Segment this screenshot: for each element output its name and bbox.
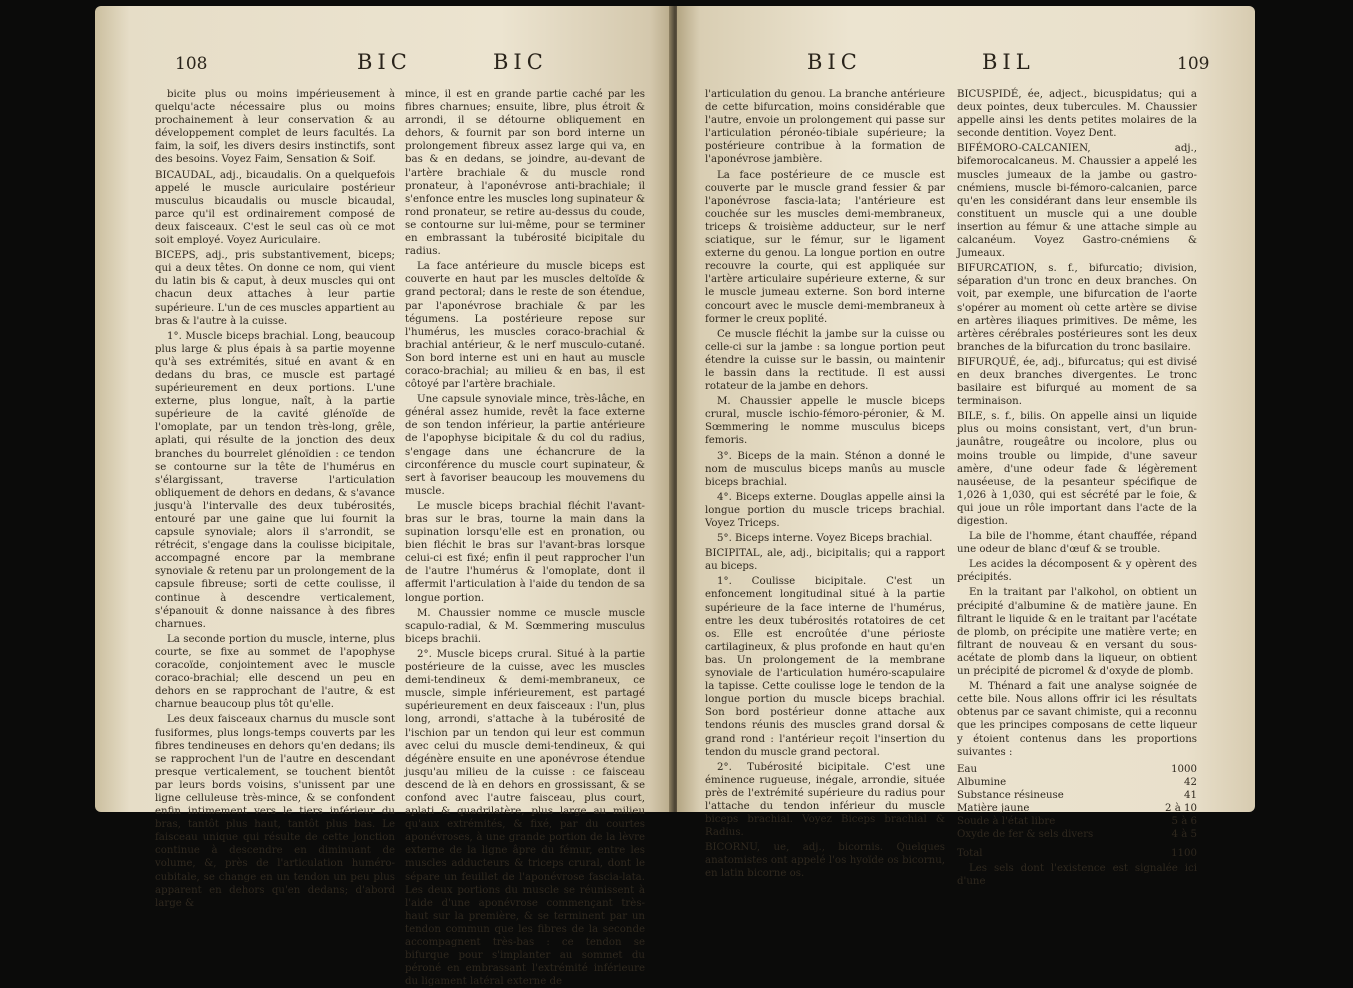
dictionary-entry: BILE, s. f., bilis. On appelle ainsi un liquide plus ou moins consistant, vert, d'un brun-jaunâtre, rougeâtre ou incolore, plus ou moins trouble ou limpide, d'une saveur amère, d'une odeur fade & légèrement nauséeuse, de la pesanteur spécifique de 1,026 à 1,030, qui est sécrété par le foie, & qui joue un rôle important dans l'acte de la digestion. [957,411,1197,527]
paragraph: bicite plus ou moins impérieusement à quelqu'acte nécessaire plus ou moins prochainement à leur conservation & au développement complet de leurs facultés. La faim, la soif, les divers desirs instinctifs, sont des besoins. Voyez Faim, Sensation & Soif. [155,89,395,166]
paragraph: 2°. Muscle biceps crural. Situé à la partie postérieure de la cuisse, avec les muscles demi-tendineux & demi-membraneux, ce muscle, simple inférieurement, est partagé supérieurement en deux faisceaux : l'un, plus long, arrondi, s'attache à la tubérosité de l'ischion par un tendon qui leur est commun avec celui du muscle demi-tendineux, & qui dégénère ensuite en une aponévrose étendue jusqu'au milieu de la cuisse : ce faisceau descend de là en dehors en grossissant, & se confond avec l'autre faisceau, plus court, aplati & quadrilatère, plus large au milieu qu'aux extrémités, & fixé, par du courtes aponévroses, à une grande portion de la lèvre externe de la ligne âpre du fémur, entre les muscles adducteurs & triceps crural, dont le sépare un feuillet de l'aponévrose fascia-lata. Les deux portions du muscle se réunissent à l'aide d'une aponévrose commençant très-haut sur la première, & se terminent par un tendon commun que les fibres de la seconde accompagnent très-bas : ce tendon se bifurque pour s'implanter au sommet du péroné en embrassant l'extrémité inférieure du ligament latéral externe de [405,648,645,988]
table-value-cell: 4 à 5 [1171,828,1197,840]
paragraph: 1°. Muscle biceps brachial. Long, beaucoup plus large & plus épais à sa partie moyenne qu'à ses extrémités, situé en avant & en dedans du bras, ce muscle est partagé supérieurement en deux portions. L'une externe, plus longue, naît, à la partie supérieure de la cavité glénoïde de l'omoplate, par un tendon très-long, grêle, aplati, qui résulte de la jonction des deux branches du bourrelet glénoïdien : ce tendon se contourne sur la tête de l'humérus en s'élargissant, traverse l'articulation obliquement de dehors en dedans, & s'avance jusqu'à l'intervalle des deux tubérosités, entouré par une gaine que lui fournit la capsule synoviale; alors il s'arrondit, se rétrécit, s'engage dans la coulisse bicipitale, accompagné encore par la membrane synoviale & retenu par un prolongement de la capsule fibreuse; sorti de cette coulisse, il continue à descendre verticalement, s'épanouit & donne naissance à des fibres charnues. [155,330,395,630]
table-value-cell: 41 [1184,789,1197,801]
left-page-number: 108 [175,54,208,74]
right-running-head-1: BIC [807,50,862,74]
table-row [957,802,1197,815]
paragraph: M. Chaussier appelle le muscle biceps crural, muscle ischio-fémoro-péronier, & M. Sœmmering le nomme musculus biceps femoris. [705,396,945,447]
paragraph: M. Thénard a fait une analyse soignée de cette bile. Nous allons offrir ici les résultats obtenus par ce savant chimiste, qui a reconnu que les principes composans de cette liqueur y étoient contenus dans les proportions suivantes : [957,681,1197,758]
left-running-head-2: BIC [493,50,548,74]
table-total-value: 1100 [1171,847,1197,859]
dictionary-entry: BICEPS, adj., pris substantivement, biceps; qui a deux têtes. On donne ce nom, qui vient du latin bis & caput, à deux muscles qui ont chacun deux attaches à leur partie supérieure. L'un de ces muscles appartient au bras & l'autre à la cuisse. [155,250,395,327]
table-label-cell: Albumine [957,776,1007,788]
table-label-cell: Soude à l'état libre [957,815,1056,827]
left-page-column-2 [405,88,645,988]
table-value-cell: 1000 [1171,763,1197,775]
right-page-column-2 [957,88,1197,887]
left-page [95,6,673,988]
table-value-cell: 5 à 6 [1171,815,1197,827]
table-row [957,789,1197,802]
paragraph: 3°. Biceps de la main. Sténon a donné le nom de musculus biceps manûs au muscle biceps brachial. [705,450,945,488]
composition-table [957,763,1197,860]
paragraph: mince, il est en grande partie caché par les fibres charnues; ensuite, libre, plus étroit & arrondi, il se détourne obliquement en dehors, & fournit par son bord interne un prolongement fibreux assez large qui va, en bas & en dedans, se joindre, au-devant de l'artère brachiale & du muscle rond pronateur, à l'aponévrose anti-brachiale; il s'enfonce entre les muscles long supinateur & rond pronateur, se retire au-dessus du coude, se contourne sur lui-même, pour se terminer en embrassant la tubérosité bicipitale du radius. [405,89,645,258]
paragraph: En la traitant par l'alkohol, on obtient un précipité d'albumine & de matière jaune. En filtrant le liquide & en le traitant par l'acétate de plomb, on précipite une matière verte; en filtrant de nouveau & en versant du sous-acétate de plomb dans la liqueur, on obtient un précipité de picromel & d'oxyde de plomb. [957,587,1197,678]
paragraph: Les sels dont l'existence est signalée ici d'une [957,862,1197,887]
dictionary-entry: BICORNU, ue, adj., bicornis. Quelques anatomistes ont appelé l'os hyoïde os bicornu, en latin bicorne os. [705,842,945,880]
table-label-cell: Substance résineuse [957,789,1064,801]
dictionary-entry: BICUSPIDÉ, ée, adject., bicuspidatus; qui a deux pointes, deux tubercules. M. Chaussier appelle ainsi les dents petites molaires de la seconde dentition. Voyez Dent. [957,89,1197,140]
paragraph: La seconde portion du muscle, interne, plus courte, se fixe au sommet de l'apophyse coracoïde, conjointement avec le muscle coraco-brachial; elle descend un peu en dehors en se rapprochant de l'autre, & est charnue beaucoup plus tôt qu'elle. [155,633,395,711]
table-row [957,763,1197,776]
table-value-cell: 2 à 10 [1165,802,1197,814]
dictionary-entry: BICIPITAL, ale, adj., bicipitalis; qui a rapport au biceps. [705,548,945,573]
paragraph: Les acides la décomposent & y opèrent des précipités. [957,559,1197,584]
right-page-number: 109 [1177,54,1210,74]
paragraph: 5°. Biceps interne. Voyez Biceps brachial. [717,533,933,545]
paragraph: l'articulation du genou. La branche antérieure de cette bifurcation, moins considérable que l'autre, envoie un prolongement qui passe sur l'articulation péronéo-tibiale supérieure; la postérieure contribue à la formation de l'aponévrose jambière. [705,89,945,166]
paragraph: La bile de l'homme, étant chauffée, répand une odeur de blanc d'œuf & se trouble. [957,531,1197,556]
paragraph: La face antérieure du muscle biceps est couverte en haut par les muscles deltoïde & grand pectoral; dans le reste de son étendue, par l'aponévrose brachiale & par les tégumens. La postérieure repose sur l'humérus, les muscles coraco-brachial & brachial antérieur, & le nerf musculo-cutané. Son bord interne est uni en haut au muscle coraco-brachial; au milieu & en bas, il est côtoyé par l'artère brachiale. [405,261,645,391]
table-label-cell: Matière jaune [957,802,1030,814]
table-row [957,776,1197,789]
paragraph: 2°. Tubérosité bicipitale. C'est une éminence rugueuse, inégale, arrondie, située près de l'extrémité supérieure du radius pour l'attache du tendon inférieur du muscle biceps brachial. Voyez Biceps brachial & Radius. [705,761,945,839]
paragraph: M. Chaussier nomme ce muscle muscle scapulo-radial, & M. Sœmmering musculus biceps brachii. [405,607,645,645]
right-page-column-1 [705,88,945,880]
table-label-cell: Oxyde de fer & sels divers [957,828,1094,840]
paragraph: 1°. Coulisse bicipitale. C'est un enfoncement longitudinal situé à la partie supérieure de la face interne de l'humérus, entre les deux tubérosités rotatoires de cet os. Elle est encroûtée d'une périoste cartilagineux, & plus profonde en haut qu'en bas. Un prolongement de la membrane synoviale de l'articulation huméro-scapulaire la tapisse. Cette coulisse loge le tendon de la longue portion du muscle biceps brachial. Son bord postérieur donne attache aux tendons réunis des muscles grand dorsal & grand rond : l'antérieur reçoit l'insertion du tendon du muscle grand pectoral. [705,576,945,758]
open-book [95,6,1255,988]
table-row [957,815,1197,828]
paragraph: 4°. Biceps externe. Douglas appelle ainsi la longue portion du muscle triceps brachial. Voyez Triceps. [705,491,945,529]
left-page-column-1 [155,88,395,909]
table-total-label: Total [957,847,983,859]
table-total-row [957,841,1197,860]
right-page [677,6,1255,887]
dictionary-entry: BIFURQUÉ, ée, adj., bifurcatus; qui est divisé en deux branches divergentes. Le tronc basilaire est bifurqué au moment de sa terminaison. [957,356,1197,408]
table-label-cell: Eau [957,763,978,775]
left-running-head-1: BIC [357,50,412,74]
table-value-cell: 42 [1184,776,1197,788]
dictionary-entry: BICAUDAL, adj., bicaudalis. On a quelquefois appelé le muscle auriculaire postérieur musculus bicaudalis ou muscle bicaudal, parce qu'il est ordinairement composé de deux faisceaux. C'est le seul cas où ce mot soit employé. Voyez Auriculaire. [155,169,395,247]
paragraph: La face postérieure de ce muscle est couverte par le muscle grand fessier & par l'aponévrose fascia-lata; l'antérieure est couchée sur les muscles demi-membraneux, triceps & troisième adducteur, sur le nerf sciatique, sur le fémur, sur le ligament externe du genou. La longue portion en outre recouvre la courte, qui est appliquée sur l'artère articulaire supérieure externe, & sur le muscle jumeau externe. Son bord interne concourt avec le muscle demi-membraneux à former le creux poplité. [705,169,945,325]
right-running-head-2: BIL [982,50,1035,74]
dictionary-entry: BIFÉMORO-CALCANIEN, adj., bifemorocalcaneus. M. Chaussier a appelé les muscles jumeaux de la jambe ou gastro-cnémiens, muscle bi-fémoro-calcanien, parce qu'en les considérant dans leur ensemble ils constituent un muscle qui a une double insertion au fémur & une attache simple au calcanéum. Voyez Gastro-cnémiens & Jumeaux. [957,143,1197,260]
table-row [957,828,1197,841]
paragraph: Ce muscle fléchit la jambe sur la cuisse ou celle-ci sur la jambe : sa longue portion peut étendre la cuisse sur le bassin, ou maintenir le bassin dans la rectitude. Il est aussi rotateur de la jambe en dehors. [705,328,945,393]
paragraph: Le muscle biceps brachial fléchit l'avant-bras sur le bras, tourne la main dans la supination lorsqu'elle est en pronation, ou bien fléchit le bras sur l'avant-bras lorsque celui-ci est fixé; enfin il peut rapprocher l'un de l'autre l'humérus & l'omoplate, dont il affermit l'articulation à l'aide du tendon de sa longue portion. [405,500,645,604]
dictionary-entry: BIFURCATION, s. f., bifurcatio; division, séparation d'un tronc en deux branches. On voit, par exemple, une bifurcation de l'aorte s'opérer au moment où cette artère se divise en artères iliaques primitives. De même, les artères cérébrales postérieures sont les deux branches de la bifurcation du tronc basilaire. [957,263,1197,353]
paragraph: Une capsule synoviale mince, très-lâche, en général assez humide, revêt la face externe de son tendon inférieur, la partie antérieure de l'apophyse bicipitale & du col du radius, s'engage dans une échancrure de la circonférence du muscle court supinateur, & sert à favoriser beaucoup les mouvemens du muscle. [405,394,645,497]
paragraph: Les deux faisceaux charnus du muscle sont fusiformes, plus longs-temps couverts par les fibres tendineuses en dehors qu'en dedans; ils se rapprochent l'un de l'autre en descendant presque verticalement, se touchent bientôt par leurs bords voisins, s'unissent par une ligne celluleuse très-mince, & se confondent enfin intimement vers le tiers inférieur du bras, tantôt plus haut, tantôt plus bas. Le faisceau unique qui résulte de cette jonction continue à descendre en diminuant de volume, &, près de l'articulation huméro-cubitale, se change en un tendon un peu plus apparent en dehors qu'en dedans; d'abord large & [155,714,395,909]
